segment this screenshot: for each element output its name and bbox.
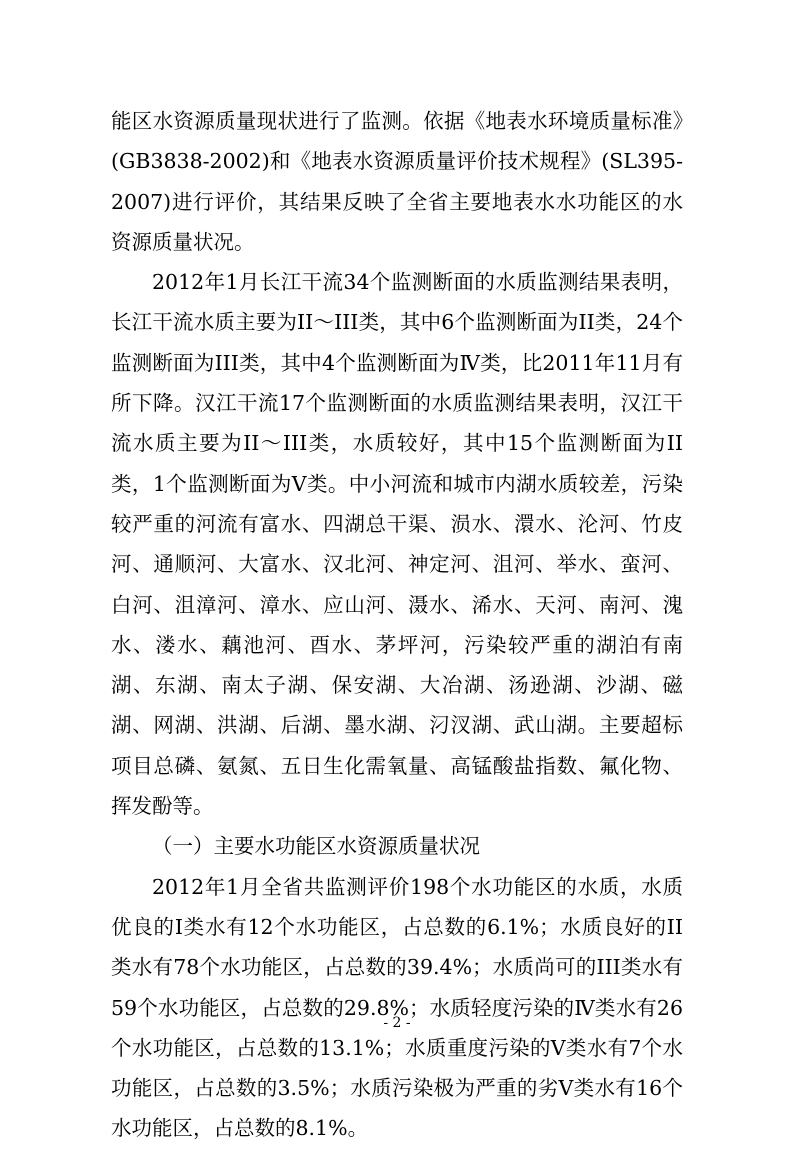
body-text: [111, 101, 683, 1149]
paragraph-river-monitoring: 2012年1月长江干流34个监测断面的水质监测结果表明，长江干流水质主要为II～III类，其中6个监测断面为II类，24个监测断面为III类，其中4个监测断面为Ⅳ类，比2011年11月有所下降。汉江干流17个监测断面的水质监测结果表明，汉江干流水质主要为II～III类，水质较好，其中15个监测断面为II类，1个监测断面为Ⅴ类。中小河流和城市内湖水质较差，污染较严重的河流有富水、四湖总干渠、涢水、澴水、沦河、竹皮河、通顺河、大富水、汉北河、神定河、沮河、举水、蛮河、白河、沮漳河、漳水、应山河、滠水、浠水、天河、南河、溾水、溇水、藕池河、酉水、茅坪河，污染较严重的湖泊有南湖、东湖、南太子湖、保安湖、大冶湖、汤逊湖、沙湖、磁湖、网湖、洪湖、后湖、墨水湖、汈汊湖、武山湖。主要超标项目总磷、氨氮、五日生化需氧量、高锰酸盐指数、氟化物、挥发酚等。: [111, 270, 683, 819]
section-heading: （一）主要水功能区水资源质量状况: [152, 834, 480, 859]
paragraph-function-zone-quality: 2012年1月全省共监测评价198个水功能区的水质，水质优良的Ⅰ类水有12个水功能区，占总数的6.1%；水质良好的II类水有78个水功能区，占总数的39.4%；水质尚可的III类水有59个水功能区，占总数的29.8%；水质轻度污染的Ⅳ类水有26个水功能区，占总数的13.1%；水质重度污染的Ⅴ类水有7个水功能区，占总数的3.5%；水质污染极为严重的劣Ⅴ类水有16个水功能区，占总数的8.1%。: [111, 874, 683, 1141]
paragraph-intro-continuation: 能区水资源质量现状进行了监测。依据《地表水环境质量标准》(GB3838-2002)和《地表水资源质量评价技术规程》(SL395-2007)进行评价，其结果反映了全省主要地表水水功能区的水资源质量状况。: [111, 109, 683, 254]
page-number: - 2 -: [383, 1015, 411, 1031]
